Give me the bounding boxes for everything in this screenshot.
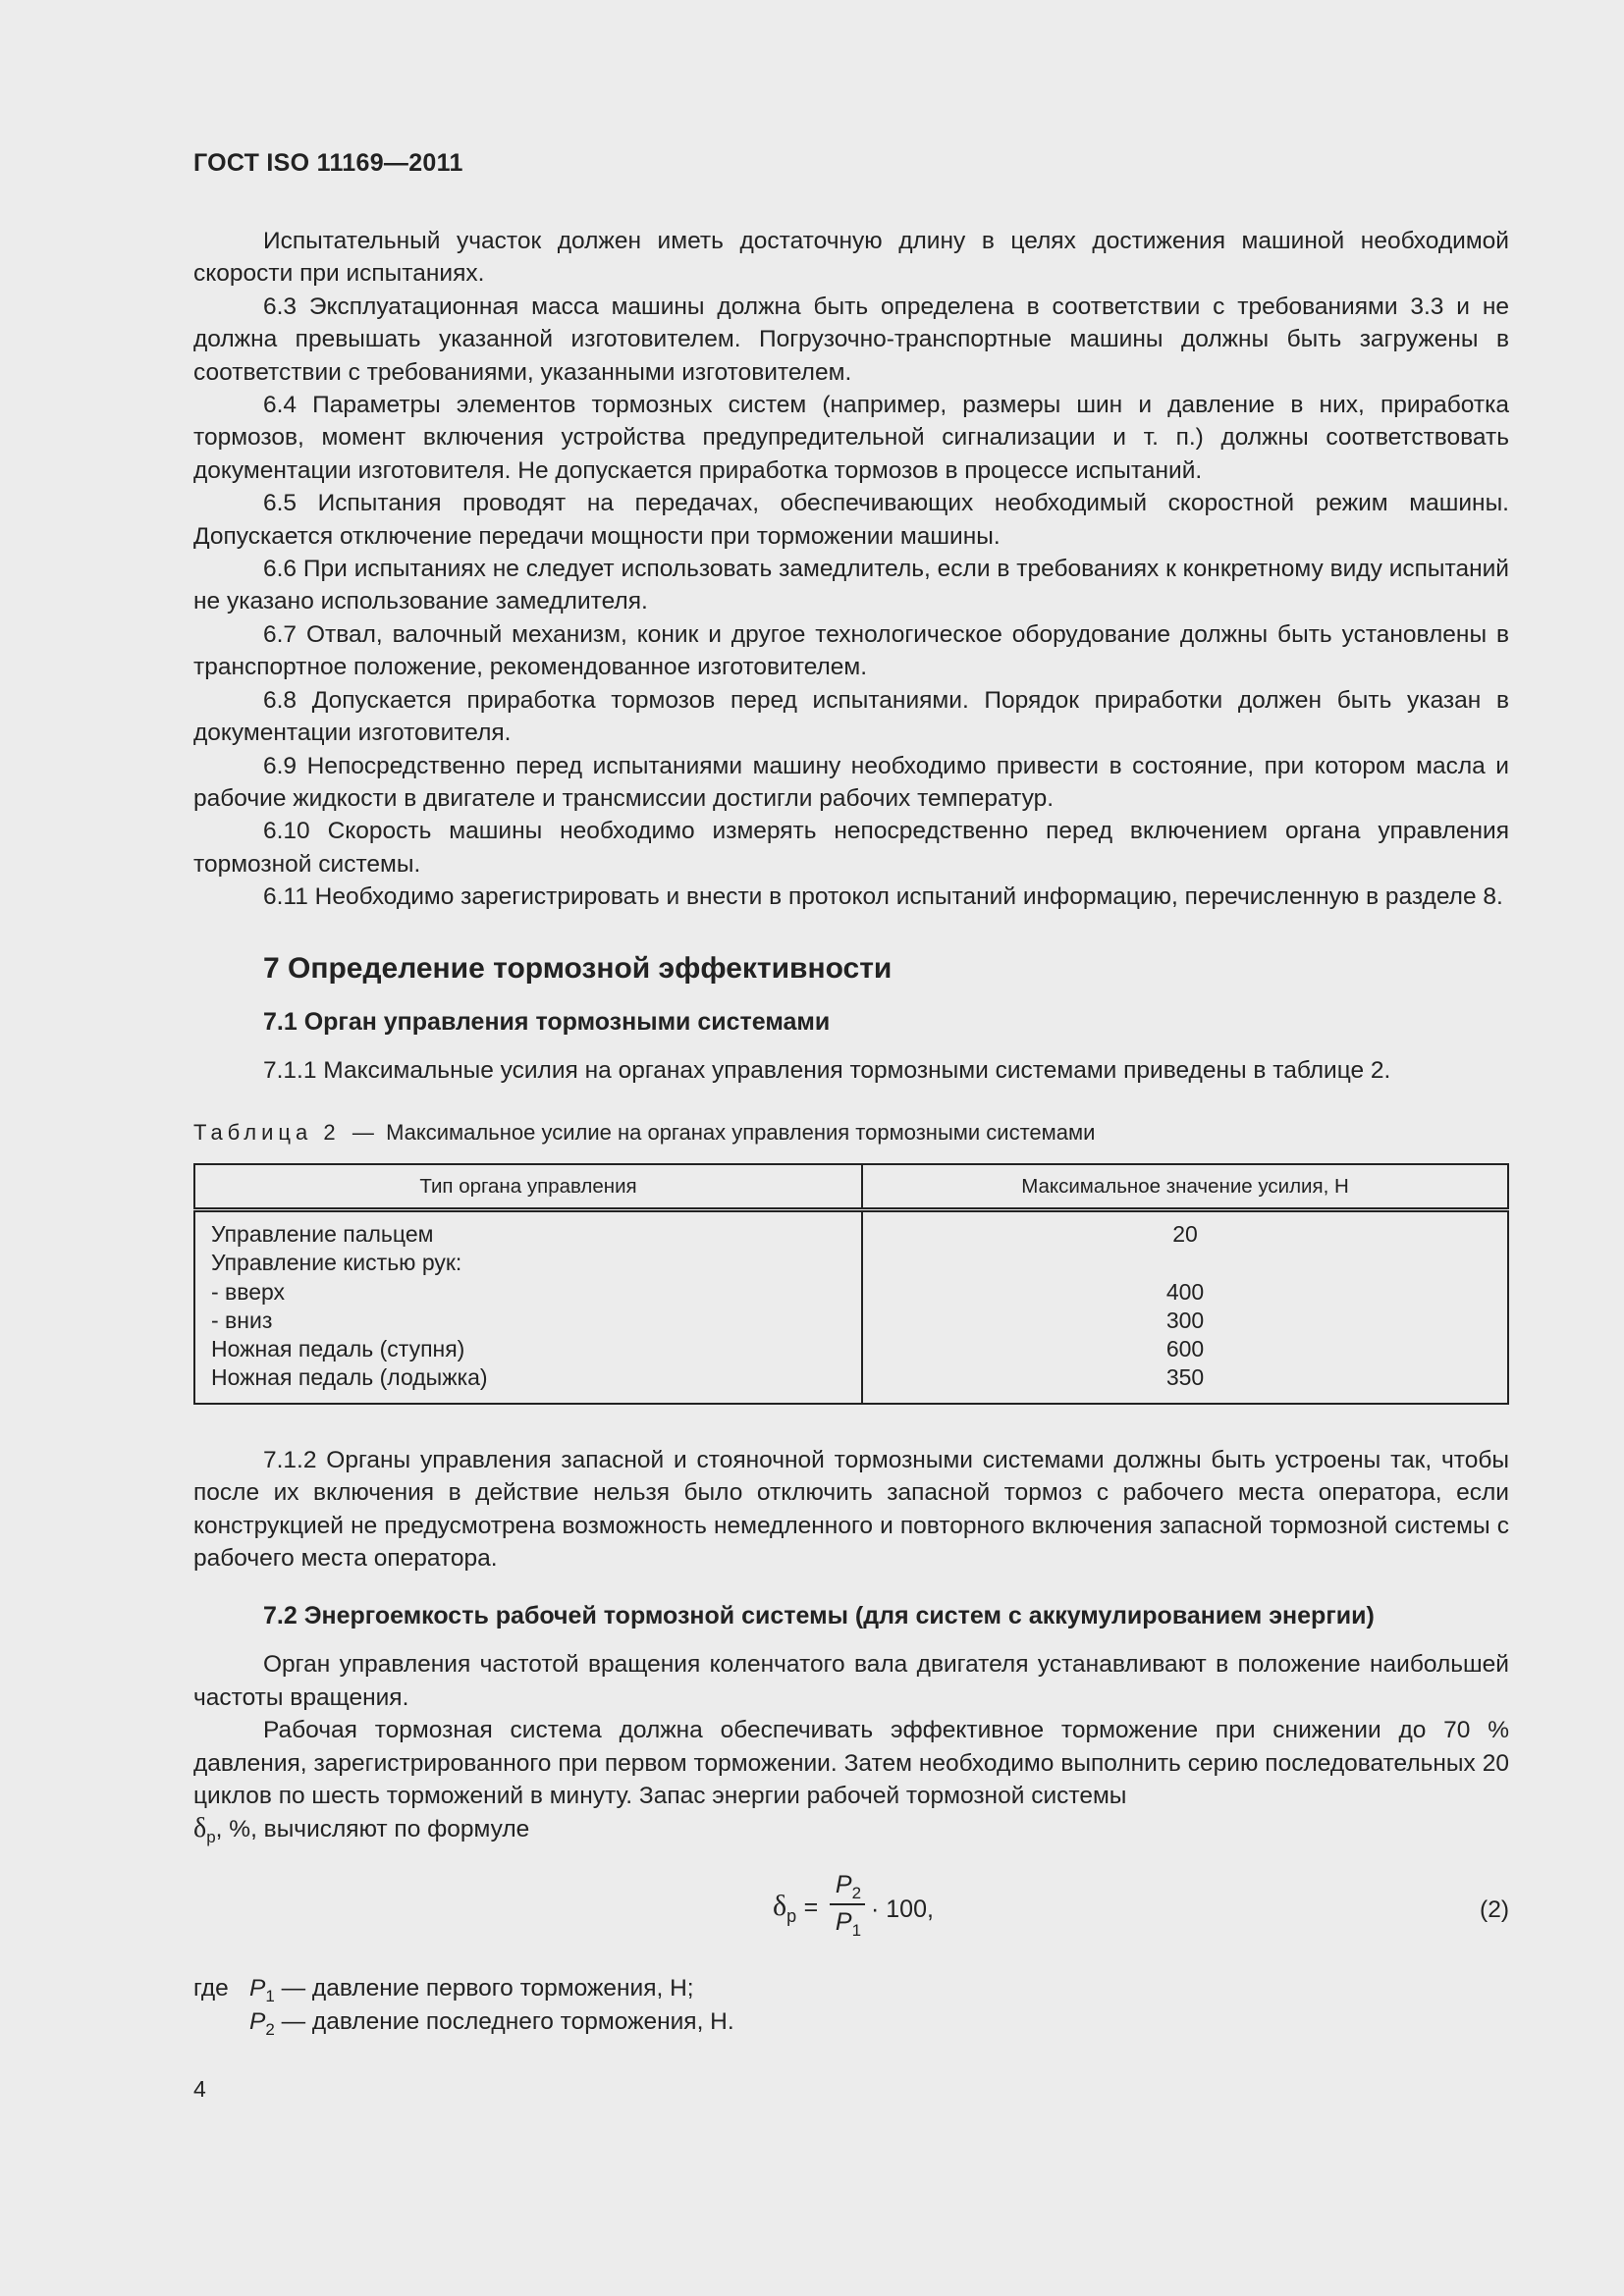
- table-2: [193, 1163, 1509, 1405]
- paragraph-6-3: 6.3 Эксплуатационная масса машины должна быть определена в соответствии с требованиями 3.3 и не должна превышать указанной изготовителем. Погрузочно-транспортные машины должны быть загружены в соответствии с требованиями, указанными изготовителем.: [193, 293, 1509, 386]
- table-col-header-type: Тип органа управления: [194, 1164, 862, 1210]
- formula-denominator: [830, 1905, 867, 1939]
- table-row: [194, 1209, 1508, 1403]
- formula-lhs: [773, 1890, 818, 1933]
- table-cell-value: 20: [1172, 1220, 1198, 1247]
- table-2-caption: [193, 1118, 1509, 1148]
- table-caption-text: Максимальное усилие на органах управления тормозными системами: [386, 1119, 1096, 1145]
- formula-2: [193, 1868, 1509, 1956]
- table-cell-label: - вниз: [211, 1307, 273, 1333]
- document-header-code: ГОСТ ISO 11169—2011: [193, 149, 463, 177]
- legend-p2-text: — давление последнего торможения, Н.: [274, 2007, 734, 2035]
- table-cell-value: [863, 1249, 1507, 1277]
- delta-symbol-inline: δ: [193, 1813, 207, 1844]
- legend-p1-var: P: [249, 1974, 266, 2002]
- formula-num-var: P: [835, 1870, 852, 1898]
- page-content: [193, 225, 1509, 2041]
- paragraph-6-5: 6.5 Испытания проводят на передачах, обеспечивающих необходимый скоростной режим машины. Допускается отключение передачи мощности при торможении машины.: [193, 490, 1509, 550]
- table-cell-value: 600: [1165, 1336, 1205, 1362]
- formula-numerator: [830, 1868, 867, 1901]
- formula-equals: =: [803, 1893, 819, 1921]
- paragraph-6-9: 6.9 Непосредственно перед испытаниями машину необходимо привести в состояние, при котором масла и рабочие жидкости в двигателе и трансмиссии достигли рабочих температур.: [193, 752, 1509, 812]
- table-cell-value: 400: [1165, 1278, 1205, 1305]
- paragraph-6-11: 6.11 Необходимо зарегистрировать и внести в протокол испытаний информацию, перечисленную в разделе 8.: [263, 883, 1503, 911]
- paragraph-7-2-b-end: , %, вычисляют по формуле: [215, 1816, 530, 1843]
- paragraph-6-6: 6.6 При испытаниях не следует использовать замедлитель, если в требованиях к конкретному виду испытаний не указано использование замедлителя.: [193, 556, 1509, 615]
- table-cell-label: - вверх: [211, 1278, 286, 1305]
- legend-p2-sub: 2: [265, 2019, 275, 2039]
- subsection-7-2-heading: 7.2 Энергоемкость рабочей тормозной системы (для систем с аккумулированием энергии): [263, 1602, 1375, 1630]
- legend-where-label: где: [193, 1974, 229, 2002]
- table-cell-label: Ножная педаль (ступня): [211, 1336, 465, 1362]
- paragraph-test-area: Испытательный участок должен иметь достаточную длину в целях достижения машиной необходимой скорости при испытаниях.: [193, 228, 1509, 288]
- formula-den-var: P: [835, 1907, 852, 1936]
- formula-multiplier: · 100,: [871, 1895, 934, 1923]
- paragraph-7-1-1: 7.1.1 Максимальные усилия на органах управления тормозными системами приведены в таблице 2.: [263, 1056, 1391, 1084]
- table-cell-label: Ножная педаль (лодыжка): [211, 1364, 488, 1391]
- paragraph-6-8: 6.8 Допускается приработка тормозов перед испытаниями. Порядок приработки должен быть указан в документации изготовителя.: [193, 686, 1509, 747]
- formula-number: (2): [1480, 1896, 1509, 1923]
- legend-p1-sub: 1: [265, 1986, 275, 2005]
- paragraph-7-2-a: Орган управления частотой вращения коленчатого вала двигателя устанавливают в положение наибольшей частоты вращения.: [193, 1651, 1509, 1711]
- formula-num-sub: 2: [851, 1883, 862, 1902]
- table-col-values: [862, 1209, 1508, 1403]
- table-col-labels: [194, 1209, 862, 1403]
- page-number: 4: [193, 2076, 206, 2102]
- formula-den-sub: 1: [851, 1920, 862, 1940]
- delta-subscript-inline: p: [206, 1828, 216, 1847]
- table-cell-value: 300: [1165, 1307, 1205, 1333]
- formula-fraction: [830, 1868, 867, 1939]
- formula-legend: [193, 1972, 1509, 2041]
- table-caption-label: Таблица 2: [193, 1119, 341, 1145]
- legend-p2-var: P: [249, 2007, 266, 2035]
- paragraph-6-4: 6.4 Параметры элементов тормозных систем (например, размеры шин и давление в них, приработка тормозов, момент включения устройства предупредительной сигнализации и т. п.) должны соответствовать документации изготовителя. Не допускается приработка тормозов в процессе испытаний.: [193, 392, 1509, 484]
- formula-delta-subscript: p: [786, 1905, 797, 1926]
- legend-p1-text: — давление первого торможения, Н;: [274, 1974, 694, 2002]
- table-cell-value: 350: [1165, 1364, 1205, 1391]
- paragraph-7-2-b-text: Рабочая тормозная система должна обеспечивать эффективное торможение при снижении до 70 % давления, зарегистрированного при первом торможении. Затем необходимо выполнить серию последовательных 20 циклов по шесть торможений в минуту. Запас энергии рабочей тормозной системы: [193, 1717, 1509, 1809]
- legend-p2: [249, 2005, 734, 2046]
- subsection-7-1-heading: 7.1 Орган управления тормозными системами: [263, 1007, 831, 1036]
- paragraph-7-1-2: 7.1.2 Органы управления запасной и стояночной тормозными системами должны быть устроены так, чтобы после их включения в действие нельзя было отключить запасной тормоз с рабочего места оператора, если конструкцией не предусмотрена возможность немедленного и повторного включения запасной тормозной системы с рабочего места оператора.: [193, 1446, 1509, 1572]
- table-caption-dash: —: [352, 1119, 374, 1145]
- paragraph-7-2-b: [193, 1714, 1509, 1854]
- table-cell-label: Управление пальцем: [211, 1220, 434, 1247]
- paragraph-6-10: 6.10 Скорость машины необходимо измерять непосредственно перед включением органа управления тормозной системы.: [193, 818, 1509, 878]
- section-7-heading: 7 Определение тормозной эффективности: [263, 951, 893, 985]
- table-cell-label: Управление кистью рук:: [211, 1250, 462, 1276]
- paragraph-6-7: 6.7 Отвал, валочный механизм, коник и другое технологическое оборудование должны быть установлены в транспортное положение, рекомендованное изготовителем.: [193, 620, 1509, 681]
- table-col-header-max-force: Максимальное значение усилия, Н: [862, 1164, 1508, 1210]
- formula-delta: δ: [773, 1889, 787, 1922]
